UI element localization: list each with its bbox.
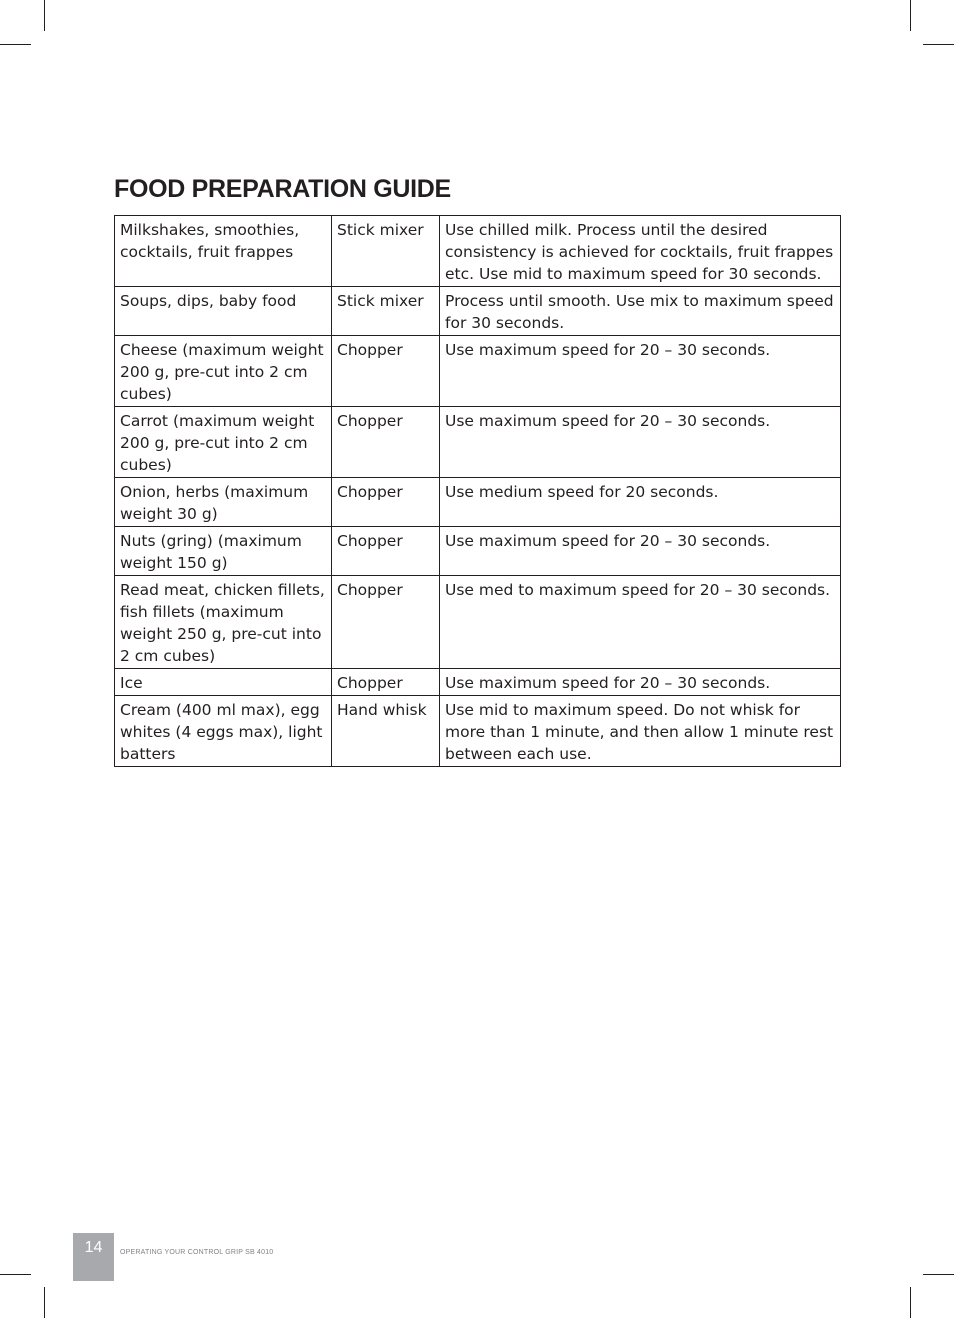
page-number-box: [73, 1233, 114, 1281]
attachment-cell: Stick mixer: [332, 287, 440, 336]
instructions-cell: Use maximum speed for 20 – 30 seconds.: [440, 527, 841, 576]
attachment-cell: Chopper: [332, 478, 440, 527]
attachment-cell: Hand whisk: [332, 696, 440, 767]
food-cell: Ice: [115, 669, 332, 696]
table-row: [115, 527, 841, 576]
attachment-cell: Chopper: [332, 669, 440, 696]
crop-mark: [0, 44, 31, 45]
attachment-cell: Stick mixer: [332, 216, 440, 287]
table-row: [115, 669, 841, 696]
crop-mark: [44, 0, 45, 31]
table-row: [115, 287, 841, 336]
table-row: [115, 478, 841, 527]
table-row: [115, 336, 841, 407]
instructions-cell: Use maximum speed for 20 – 30 seconds.: [440, 336, 841, 407]
footer-running-title: OPERATING YOUR CONTROL GRIP SB 4010: [120, 1249, 274, 1256]
instructions-cell: Use mid to maximum speed. Do not whisk for more than 1 minute, and then allow 1 minute rest between each use.: [440, 696, 841, 767]
instructions-cell: Process until smooth. Use mix to maximum speed for 30 seconds.: [440, 287, 841, 336]
table-row: [115, 696, 841, 767]
crop-mark: [923, 44, 954, 45]
table-row: [115, 576, 841, 669]
instructions-cell: Use medium speed for 20 seconds.: [440, 478, 841, 527]
food-cell: Carrot (maximum weight 200 g, pre-cut into 2 cm cubes): [115, 407, 332, 478]
food-cell: Read meat, chicken fillets, fish fillets (maximum weight 250 g, pre-cut into 2 cm cubes): [115, 576, 332, 669]
attachment-cell: Chopper: [332, 407, 440, 478]
crop-mark: [923, 1274, 954, 1275]
crop-mark: [44, 1287, 45, 1318]
food-cell: Cheese (maximum weight 200 g, pre-cut into 2 cm cubes): [115, 336, 332, 407]
food-cell: Nuts (gring) (maximum weight 150 g): [115, 527, 332, 576]
attachment-cell: Chopper: [332, 527, 440, 576]
food-cell: Soups, dips, baby food: [115, 287, 332, 336]
food-cell: Milkshakes, smoothies, cocktails, fruit frappes: [115, 216, 332, 287]
crop-mark: [910, 1287, 911, 1318]
crop-mark: [910, 0, 911, 31]
table-row: [115, 216, 841, 287]
attachment-cell: Chopper: [332, 576, 440, 669]
instructions-cell: Use maximum speed for 20 – 30 seconds.: [440, 669, 841, 696]
instructions-cell: Use maximum speed for 20 – 30 seconds.: [440, 407, 841, 478]
crop-mark: [0, 1274, 31, 1275]
food-cell: Onion, herbs (maximum weight 30 g): [115, 478, 332, 527]
food-cell: Cream (400 ml max), egg whites (4 eggs max), light batters: [115, 696, 332, 767]
table-row: [115, 407, 841, 478]
page-number: 14: [84, 1239, 103, 1256]
attachment-cell: Chopper: [332, 336, 440, 407]
food-preparation-table: [114, 215, 841, 767]
page-title: FOOD PREPARATION GUIDE: [114, 175, 451, 203]
instructions-cell: Use chilled milk. Process until the desired consistency is achieved for cocktails, fruit frappes etc. Use mid to maximum speed for 30 seconds.: [440, 216, 841, 287]
instructions-cell: Use med to maximum speed for 20 – 30 seconds.: [440, 576, 841, 669]
